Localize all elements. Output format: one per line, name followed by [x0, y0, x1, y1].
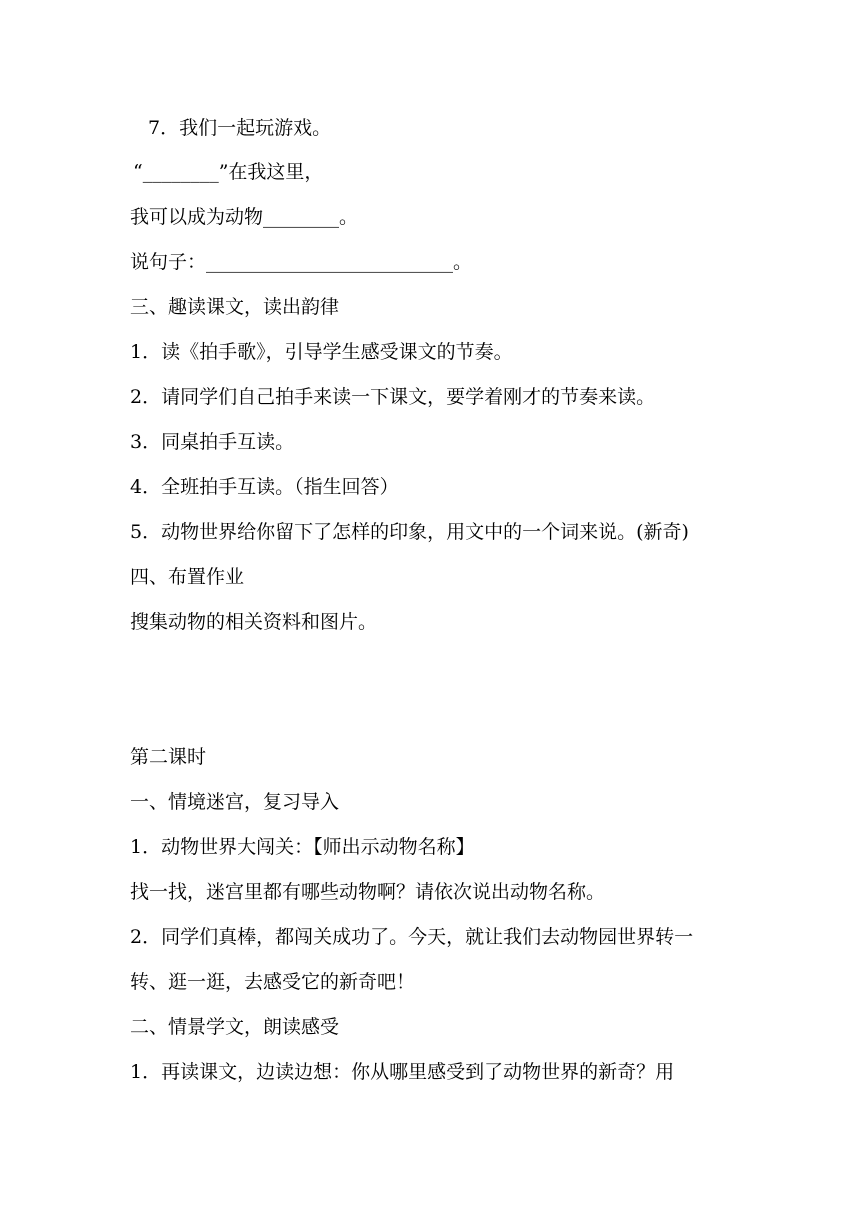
text-line: 我可以成为动物________。: [130, 206, 359, 228]
text-line: 4．全班拍手互读。（指生回答）: [130, 476, 399, 498]
text-line: 搜集动物的相关资料和图片。: [130, 611, 378, 633]
text-line: 说句子：__________________________。: [130, 251, 473, 273]
text-line: 5．动物世界给你留下了怎样的印象，用文中的一个词来说。(新奇): [130, 521, 689, 543]
section-heading: 四、布置作业: [130, 566, 245, 588]
section-heading: 三、趣读课文，读出韵律: [130, 296, 340, 318]
text-line: 2．同学们真棒，都闯关成功了。今天，就让我们去动物园世界转一: [130, 926, 694, 948]
text-line: 7．我们一起玩游戏。: [148, 117, 332, 139]
text-line: 1．动物世界大闯关：【师出示动物名称】: [130, 836, 475, 858]
section-heading: 二、情景学文，朗读感受: [130, 1016, 340, 1038]
section-heading: 一、情境迷宫，复习导入: [130, 791, 340, 813]
text-line: 找一找，迷宫里都有哪些动物啊？请依次说出动物名称。: [130, 881, 606, 903]
text-line: 1．读《拍手歌》，引导学生感受课文的节奏。: [130, 341, 513, 363]
lesson-heading: 第二课时: [130, 746, 207, 768]
text-line: 1．再读课文，边读边想：你从哪里感受到了动物世界的新奇？用: [130, 1061, 675, 1083]
text-line: 3．同桌拍手互读。: [130, 431, 295, 453]
text-line: “________”在我这里，: [133, 161, 324, 183]
text-line: 2．请同学们自己拍手来读一下课文，要学着刚才的节奏来读。: [130, 386, 656, 408]
text-line: 转、逛一逛，去感受它的新奇吧！: [130, 971, 416, 993]
